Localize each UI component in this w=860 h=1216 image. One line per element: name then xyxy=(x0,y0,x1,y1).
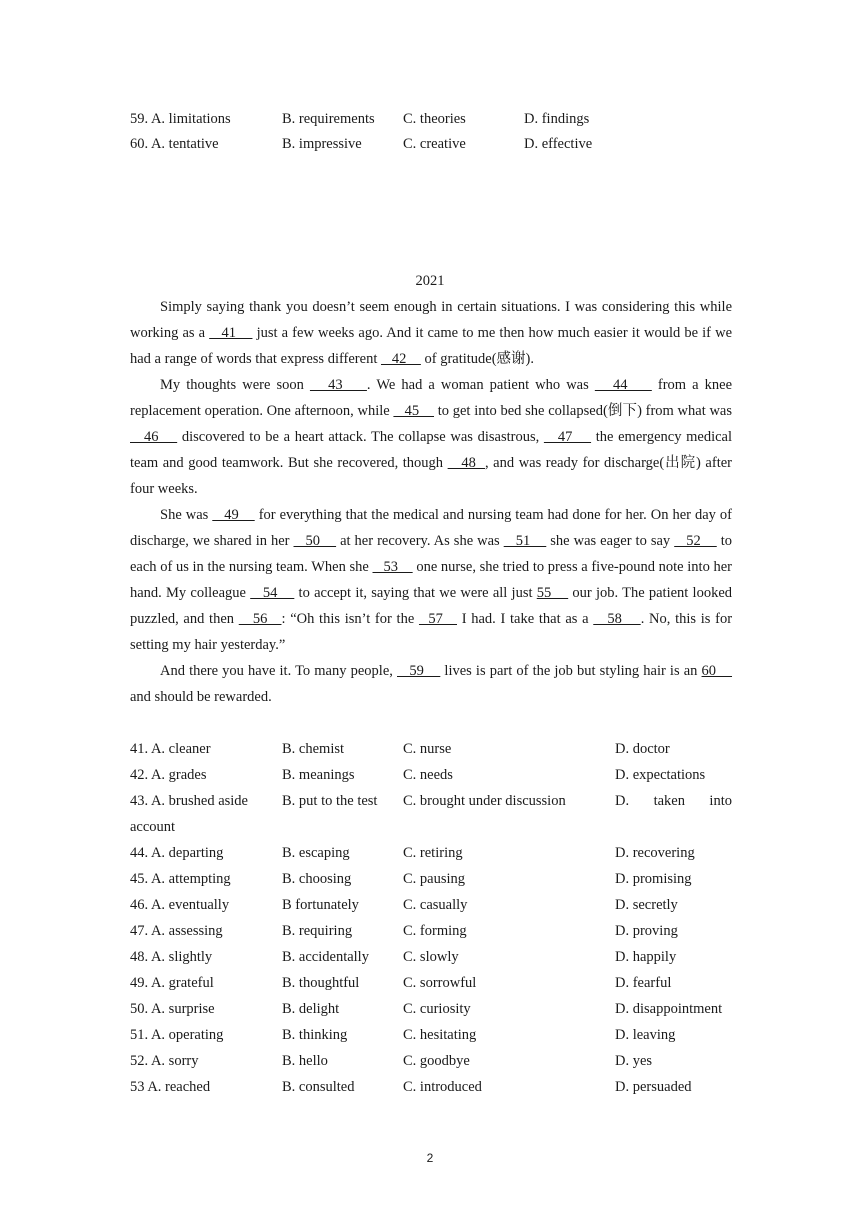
blank-49: 49 xyxy=(212,507,255,523)
option-c: C. creative xyxy=(403,136,466,152)
option-row-44 xyxy=(130,840,732,866)
blank-53: 53 xyxy=(372,559,413,575)
option-c: C. sorrowful xyxy=(403,975,477,991)
option-d: D. taken into xyxy=(615,793,732,809)
option-b: B. impressive xyxy=(282,136,362,152)
option-b: B. thoughtful xyxy=(282,975,360,991)
blank-50: 50 xyxy=(293,533,337,549)
option-row-47 xyxy=(130,918,732,944)
option-d: D. disappointment xyxy=(615,1001,723,1017)
option-a: 47. A. assessing xyxy=(130,923,223,939)
paragraph-2: My thoughts were soon 43 . We had a woman patient who was 44 from a knee replacement operation. One afternoon, while 45 to get into bed she collapsed(倒下) from what was 46 discovered to be a heart attack. The collapse was disastrous, 47 the emergency medical team and good teamwork. But she recovered, though 48 , and was ready for discharge(出院) after four weeks. xyxy=(130,377,733,497)
option-a: 42. A. grades xyxy=(130,767,207,783)
option-d: D. effective xyxy=(524,136,593,152)
option-row-49 xyxy=(130,970,732,996)
option-a: 59. A. limitations xyxy=(130,111,231,127)
option-row-41 xyxy=(130,736,732,762)
option-c: C. brought under discussion xyxy=(403,793,566,809)
blank-41: 41 xyxy=(209,325,253,341)
option-c: C. slowly xyxy=(403,949,459,965)
option-d-continuation: account xyxy=(130,819,176,835)
option-row-59 xyxy=(130,106,732,132)
option-c: C. retiring xyxy=(403,845,463,861)
option-row-51 xyxy=(130,1022,732,1048)
option-row-53 xyxy=(130,1074,732,1100)
blank-44: 44 xyxy=(594,377,652,393)
option-c: C. goodbye xyxy=(403,1053,470,1069)
option-d: D. doctor xyxy=(615,741,670,757)
option-c: C. forming xyxy=(403,923,467,939)
option-row-43 xyxy=(130,788,732,840)
blank-59: 59 xyxy=(397,663,441,679)
option-d: D. happily xyxy=(615,949,677,965)
option-a: 49. A. grateful xyxy=(130,975,214,991)
option-d: D. promising xyxy=(615,871,692,887)
cloze-passage xyxy=(130,294,732,710)
option-b: B. meanings xyxy=(282,767,355,783)
option-a: 43. A. brushed aside xyxy=(130,793,248,809)
option-d: D. proving xyxy=(615,923,678,939)
year-heading: 2021 xyxy=(415,273,445,289)
option-c: C. theories xyxy=(403,111,466,127)
blank-52: 52 xyxy=(674,533,717,549)
option-a: 60. A. tentative xyxy=(130,136,219,152)
option-d: D. fearful xyxy=(615,975,672,991)
page-number: 2 xyxy=(426,1151,434,1165)
blank-51: 51 xyxy=(503,533,547,549)
option-d: D. findings xyxy=(524,111,590,127)
option-a: 45. A. attempting xyxy=(130,871,231,887)
paragraph-1: Simply saying thank you doesn’t seem enough in certain situations. I was considering this while working as a 41 just a few weeks ago. And it came to me then how much easier it would be if we had a range of words that express different 42 of gratitude(感谢). xyxy=(130,299,733,367)
blank-43: 43 xyxy=(309,377,367,393)
option-row-42 xyxy=(130,762,732,788)
option-b: B. requiring xyxy=(282,923,353,939)
option-d: D. secretly xyxy=(615,897,678,913)
option-b: B. accidentally xyxy=(282,949,369,965)
option-row-60 xyxy=(130,131,732,157)
option-b: B. put to the test xyxy=(282,793,378,809)
option-row-46 xyxy=(130,892,732,918)
option-c: C. pausing xyxy=(403,871,466,887)
option-b: B. chemist xyxy=(282,741,345,757)
option-d: D. leaving xyxy=(615,1027,676,1043)
blank-47: 47 xyxy=(543,429,592,445)
option-c: C. hesitating xyxy=(403,1027,477,1043)
option-d: D. recovering xyxy=(615,845,695,861)
blank-58: 58 xyxy=(593,611,641,627)
option-a: 50. A. surprise xyxy=(130,1001,215,1017)
blank-45: 45 xyxy=(393,403,435,419)
blank-46: 46 xyxy=(130,429,178,445)
option-d: D. persuaded xyxy=(615,1079,692,1095)
option-a: 53 A. reached xyxy=(130,1079,211,1095)
blank-42: 42 xyxy=(380,351,421,367)
paragraph-4: And there you have it. To many people, 59 lives is part of the job but styling hair is an 60 and should be rewarded. xyxy=(130,663,733,705)
option-a: 48. A. slightly xyxy=(130,949,213,965)
option-a: 46. A. eventually xyxy=(130,897,230,913)
blank-60: 60 xyxy=(701,663,733,679)
option-b: B. escaping xyxy=(282,845,350,861)
option-b: B. hello xyxy=(282,1053,328,1069)
option-c: C. needs xyxy=(403,767,453,783)
option-a: 52. A. sorry xyxy=(130,1053,199,1069)
option-a: 41. A. cleaner xyxy=(130,741,211,757)
option-row-45 xyxy=(130,866,732,892)
blank-54: 54 xyxy=(250,585,295,601)
option-c: C. introduced xyxy=(403,1079,482,1095)
blank-56: 56 xyxy=(238,611,282,627)
option-row-50 xyxy=(130,996,732,1022)
option-row-48 xyxy=(130,944,732,970)
option-b: B. thinking xyxy=(282,1027,348,1043)
option-b: B fortunately xyxy=(282,897,359,913)
blank-48: 48 xyxy=(447,455,485,471)
option-a: 51. A. operating xyxy=(130,1027,224,1043)
option-b: B. consulted xyxy=(282,1079,355,1095)
blank-55: 55 xyxy=(536,585,569,601)
option-row-52 xyxy=(130,1048,732,1074)
option-d: D. yes xyxy=(615,1053,653,1069)
option-c: C. curiosity xyxy=(403,1001,471,1017)
option-a: 44. A. departing xyxy=(130,845,224,861)
option-b: B. delight xyxy=(282,1001,340,1017)
blank-57: 57 xyxy=(418,611,457,627)
option-b: B. requirements xyxy=(282,111,375,127)
option-c: C. casually xyxy=(403,897,468,913)
option-c: C. nurse xyxy=(403,741,452,757)
paragraph-3: She was 49 for everything that the medical and nursing team had done for her. On her day of discharge, we shared in her 50 at her recovery. As she was 51 she was eager to say 52 to each of us in the nursing team. When she 53 one nurse, she tried to press a five-pound note into her hand. My colleague 54 to accept it, saying that we were all just 55 our job. The patient looked puzzled, and then 56 : “Oh this isn’t for the 57 I had. I take that as a 58 . No, this is for setting my hair yesterday.” xyxy=(130,507,733,653)
option-b: B. choosing xyxy=(282,871,352,887)
option-d: D. expectations xyxy=(615,767,706,783)
